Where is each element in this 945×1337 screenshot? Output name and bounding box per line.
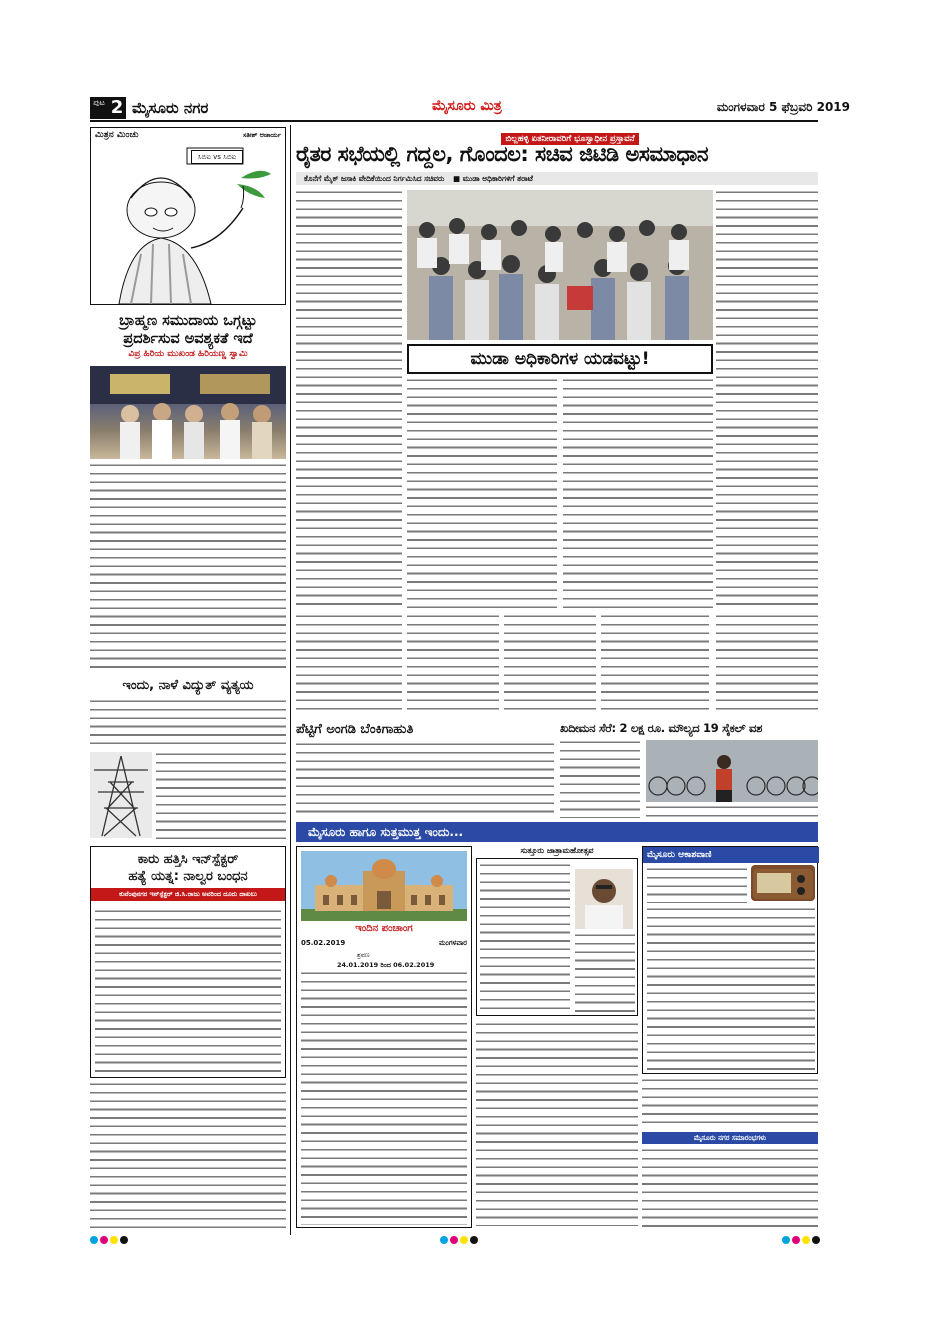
- tower-drawing: [90, 752, 152, 838]
- radio-body-top: [647, 867, 747, 903]
- issue-date: ಮಂಗಳವಾರ 5 ಫೆಬ್ರವರಿ 2019: [716, 100, 850, 114]
- power-story-intro: [90, 699, 286, 749]
- brahmin-photo: [90, 366, 286, 459]
- car-story-continued: [90, 1082, 286, 1234]
- section-title: ಮೈಸೂರು ನಗರ: [132, 99, 209, 117]
- panchanga-title: ಇಂದಿನ ಪಂಚಾಂಗ: [355, 923, 413, 934]
- lead-deck-2: ಮುಡಾ ಅಧಿಕಾರಿಗಳಿಗೆ ತರಾಟೆ: [462, 174, 533, 183]
- city-events-title: ಮೈಸೂರು ನಗರ ಸಮಾರಂಭಗಳು: [642, 1132, 818, 1144]
- radio-box: [642, 846, 818, 1074]
- muda-body-col-1: [407, 378, 557, 610]
- events-body-2: [575, 933, 635, 1013]
- masthead: ಮೈಸೂರು ಮಿತ್ರ: [432, 98, 502, 114]
- shop-headline: ಪೆಟ್ಟಿಗೆ ಅಂಗಡಿ ಬೆಂಕಿಗಾಹುತಿ: [296, 722, 414, 737]
- lead-continued-3: [504, 614, 596, 714]
- headline: ಬ್ರಾಹ್ಮಣ ಸಮುದಾಯ ಒಗ್ಗಟ್ಟು: [119, 313, 257, 329]
- power-story-body: [156, 752, 286, 842]
- lead-headline: ರೈತರ ಸಭೆಯಲ್ಲಿ ಗದ್ದಲ, ಗೊಂದಲ: ಸಚಿವ ಜಿಟಿಡಿ ಅಸಮಾಧಾನ: [296, 142, 708, 166]
- lead-deck: [296, 172, 818, 185]
- lead-kicker: ಬಿಲ್ಲಹಳ್ಳಿ ಏತನೀರಾವರಿಗೆ ಭೂಸ್ವಾಧೀನ ಪ್ರಸ್ತಾವನೆ: [501, 133, 638, 145]
- cartoon-drawing: [91, 128, 286, 305]
- story-brahmin: [90, 312, 286, 359]
- panchanga-box: [296, 846, 472, 1228]
- speaker-drawing: [575, 869, 633, 929]
- lead-continued-1: [296, 614, 402, 714]
- cartoon-title: ಮಿತ್ರನ ಮಿಂಚು: [95, 130, 139, 140]
- car-headline: ಕಾರು ಹತ್ತಿಸಿ ಇನ್‌ಸ್ಪೆಕ್ಟರ್: [137, 852, 239, 867]
- cycle-photo: [646, 740, 818, 802]
- cycle-photo-scene: [646, 740, 818, 802]
- radio-icon: [751, 865, 815, 901]
- lead-photo-crowd: [407, 190, 713, 340]
- page-label: ಪುಟ: [90, 97, 108, 119]
- radio-title: ಮೈಸೂರು ಆಕಾಶವಾಣಿ: [643, 847, 819, 863]
- subhead: ವಿಪ್ರ ಹಿರಿಯ ಮುಖಂಡ ಹಿರಿಯಣ್ಣ ಸ್ವಾಮಿ: [128, 349, 248, 359]
- palace-photo: [301, 851, 467, 921]
- car-story-box: [90, 846, 286, 1078]
- lead-deck-1: ಕೊನೆಗೆ ಮೈಕ್ ಜಸಾಕಿ ವೇದಿಕೆಯಿಂದ ನಿರ್ಗಮಿಸಿದ ಸಚಿವರು: [304, 174, 445, 183]
- car-story-body: [95, 909, 281, 1073]
- registration-dot: [120, 1236, 128, 1244]
- muda-headline: ಮುಡಾ ಅಧಿಕಾರಿಗಳ ಯಡವಟ್ಟು!: [407, 344, 713, 374]
- registration-dot: [460, 1236, 468, 1244]
- events-body: [480, 863, 570, 1013]
- events-title: ಸುತ್ತೂರು ಜಾತ್ರಾಮಹೋತ್ಸವ: [520, 846, 594, 855]
- panchanga-date: 05.02.2019: [301, 939, 346, 947]
- cartoon-author: ಸತೀಶ್ ಆಚಾರ್ಯ: [242, 131, 281, 139]
- cartoon-sign: ಸಿಬಿಐ vs ಸಿಬಿಐ: [191, 150, 243, 164]
- lead-continued-2: [407, 614, 499, 714]
- cycle-caption: [646, 805, 818, 819]
- lead-continued-5: [716, 614, 818, 714]
- lead-body-col-1: [296, 190, 402, 610]
- panchanga-range: 24.01.2019 ರಿಂದ 06.02.2019: [337, 961, 435, 969]
- registration-dot: [90, 1236, 98, 1244]
- city-events-intro: [642, 1078, 818, 1130]
- events-continued: [476, 1022, 638, 1226]
- registration-dot: [100, 1236, 108, 1244]
- radio-body: [647, 907, 815, 1071]
- panchanga-body: [301, 971, 467, 1225]
- registration-dot: [792, 1236, 800, 1244]
- deck-separator-icon: ■: [452, 174, 461, 183]
- car-subhead: ಕುವೆಂಪುನಗರ ಇನ್‌ಸ್ಪೆಕ್ಟರ್ ಜಿ.ಸಿ.ರಾಜು ಅವರಿಂದ ದೂರು ದಾಖಲು: [91, 888, 285, 901]
- page-header: [90, 97, 850, 119]
- today-banner: ಮೈಸೂರು ಹಾಗೂ ಸುತ್ತಮುತ್ತ ಇಂದು...: [296, 822, 818, 842]
- header-rule: [90, 120, 818, 122]
- column-divider: [290, 125, 291, 1235]
- registration-dot: [782, 1236, 790, 1244]
- registration-dot: [802, 1236, 810, 1244]
- power-headline: ಇಂದು, ನಾಳೆ ವಿದ್ಯುತ್ ವ್ಯತ್ಯಯ: [122, 678, 254, 693]
- cycle-headline: ಖದೀಮನ ಸೆರೆ: 2 ಲಕ್ಷ ರೂ. ಮೌಲ್ಯದ 19 ಸೈಕಲ್ ವಶ: [560, 721, 763, 735]
- palace-drawing: [301, 851, 467, 921]
- lead-body-col-4: [716, 190, 818, 610]
- page-number: 2: [108, 97, 126, 119]
- headline-2: ಪ್ರದರ್ಶಿಸುವ ಅವಶ್ಯಕತೆ ಇದೆ: [123, 331, 253, 347]
- car-headline-2: ಹತ್ಯೆ ಯತ್ನ: ನಾಲ್ವರ ಬಂಧನ: [128, 869, 248, 884]
- muda-body-col-2: [563, 378, 713, 610]
- power-tower-photo: [90, 752, 152, 838]
- city-events-body: [642, 1148, 818, 1228]
- shop-story-body: [296, 742, 554, 814]
- panchanga-day: ಮಂಗಳವಾರ: [438, 939, 467, 947]
- registration-dot: [440, 1236, 448, 1244]
- brahmin-photo-scene: [90, 366, 286, 459]
- registration-dot: [450, 1236, 458, 1244]
- panchanga-nakshatra: ಶ್ರವಣ: [357, 951, 370, 959]
- lead-continued-4: [601, 614, 709, 714]
- speaker-photo: [575, 869, 633, 929]
- lead-photo: [407, 190, 713, 340]
- events-column: [476, 846, 638, 1228]
- brahmin-story-body: [90, 463, 286, 671]
- registration-dot: [470, 1236, 478, 1244]
- registration-dot: [110, 1236, 118, 1244]
- cycle-story-body: [560, 740, 640, 818]
- cartoon-box: [90, 127, 286, 305]
- registration-dot: [812, 1236, 820, 1244]
- events-box: [476, 858, 638, 1016]
- radio-drawing: [751, 865, 815, 901]
